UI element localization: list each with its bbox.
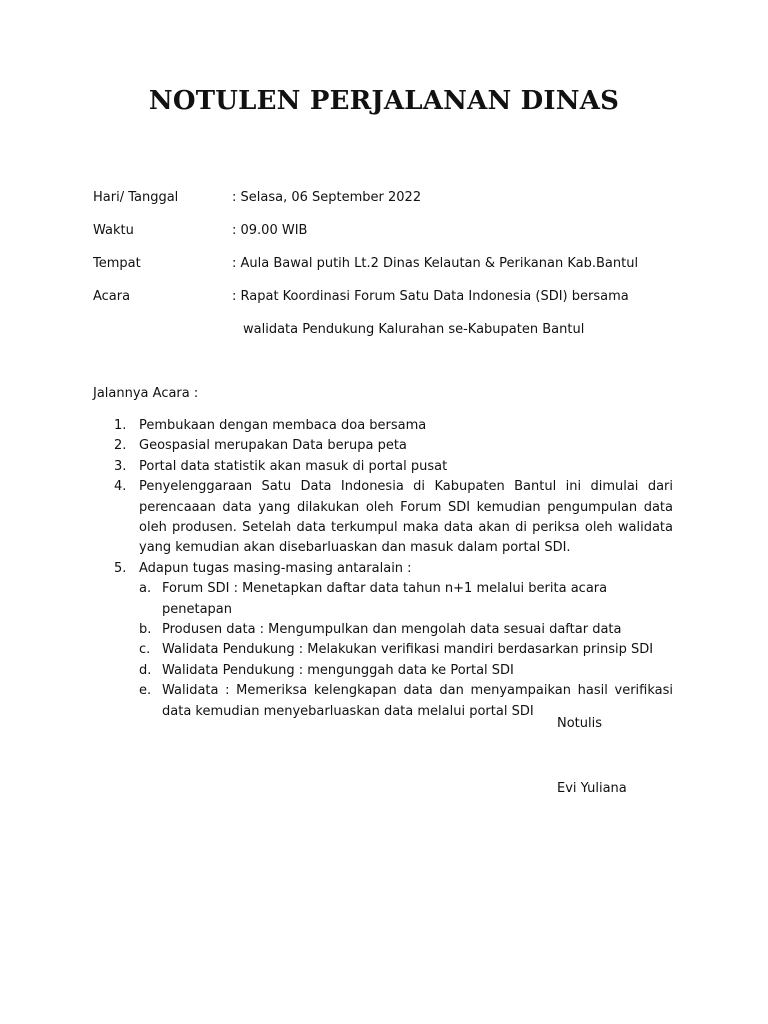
sub-list-item-text: Walidata : Memeriksa kelengkapan data dan menyampaikan hasil verifikasi data kemudian menyebarluaskan data melalui portal SDI: [162, 683, 673, 719]
sub-list-item-letter: e.: [139, 683, 152, 699]
list-item-text: Geospasial merupakan Data berupa peta: [139, 438, 407, 454]
meta-row-place: [93, 254, 638, 287]
list-item: [93, 457, 673, 477]
section-heading: Jalannya Acara :: [93, 386, 199, 401]
list-item-number: 3.: [114, 458, 127, 474]
sub-list-item: [93, 661, 673, 681]
sub-list-item-letter: b.: [139, 622, 152, 638]
agenda-list: [93, 416, 673, 722]
signature-role: Notulis: [557, 716, 603, 731]
sub-list-item-letter: c.: [139, 642, 151, 658]
list-item-number: 2.: [114, 438, 127, 454]
list-item: [93, 559, 673, 579]
meta-value: : 09.00 WIB: [232, 223, 308, 238]
sub-list-item: [93, 640, 673, 660]
list-item-number: 1.: [114, 418, 127, 433]
list-item-text: Pembukaan dengan membaca doa bersama: [139, 418, 427, 433]
sub-list-item: [93, 579, 673, 620]
list-item-number: 5.: [114, 560, 127, 576]
sub-list-item-text: Walidata Pendukung : Melakukan verifikasi mandiri berdasarkan prinsip SDI: [162, 642, 654, 658]
meta-row-date: [93, 188, 638, 221]
meta-label: Tempat: [93, 256, 141, 271]
list-item: [93, 416, 673, 436]
list-item-text: Penyelenggaraan Satu Data Indonesia di Kabupaten Bantul ini dimulai dari perencaaan data yang dilakukan oleh Forum SDI kemudian pengumpulan data oleh produsen. Setelah data terkumpul maka data akan di periksa oleh walidata yang kemudian akan disebarluaskan dan masuk dalam portal SDI.: [139, 479, 673, 556]
meta-value: : Selasa, 06 September 2022: [232, 190, 422, 205]
meta-value: : Aula Bawal putih Lt.2 Dinas Kelautan & Perikanan Kab.Bantul: [232, 256, 639, 271]
meta-label: Hari/ Tanggal: [93, 190, 179, 205]
sub-list-item-text: Produsen data : Mengumpulkan dan mengolah data sesuai daftar data: [162, 622, 622, 638]
sub-list-item-text: Forum SDI : Menetapkan daftar data tahun n+1 melalui berita acara penetapan: [162, 581, 608, 617]
meta-label: Waktu: [93, 223, 134, 238]
list-item-text: Portal data statistik akan masuk di portal pusat: [139, 458, 448, 474]
meta-row-time: [93, 221, 638, 254]
document-title: NOTULEN PERJALANAN DINAS: [148, 86, 620, 116]
meta-event-continuation: walidata Pendukung Kalurahan se-Kabupaten Bantul: [243, 322, 585, 337]
sub-list-item-letter: d.: [139, 662, 152, 678]
list-item: [93, 477, 673, 559]
list-item-number: 4.: [114, 479, 127, 495]
meta-row-event: [93, 287, 638, 320]
signature-name: Evi Yuliana: [557, 781, 627, 796]
sub-list-item: [93, 620, 673, 640]
list-item-text: Adapun tugas masing-masing antaralain :: [139, 560, 412, 576]
list-item: [93, 436, 673, 456]
sub-list-item-letter: a.: [139, 581, 152, 597]
meta-label: Acara: [93, 289, 131, 304]
meta-table: [93, 188, 638, 353]
meta-value: : Rapat Koordinasi Forum Satu Data Indonesia (SDI) bersama: [232, 289, 629, 304]
sub-list-item-text: Walidata Pendukung : mengunggah data ke Portal SDI: [162, 662, 514, 678]
